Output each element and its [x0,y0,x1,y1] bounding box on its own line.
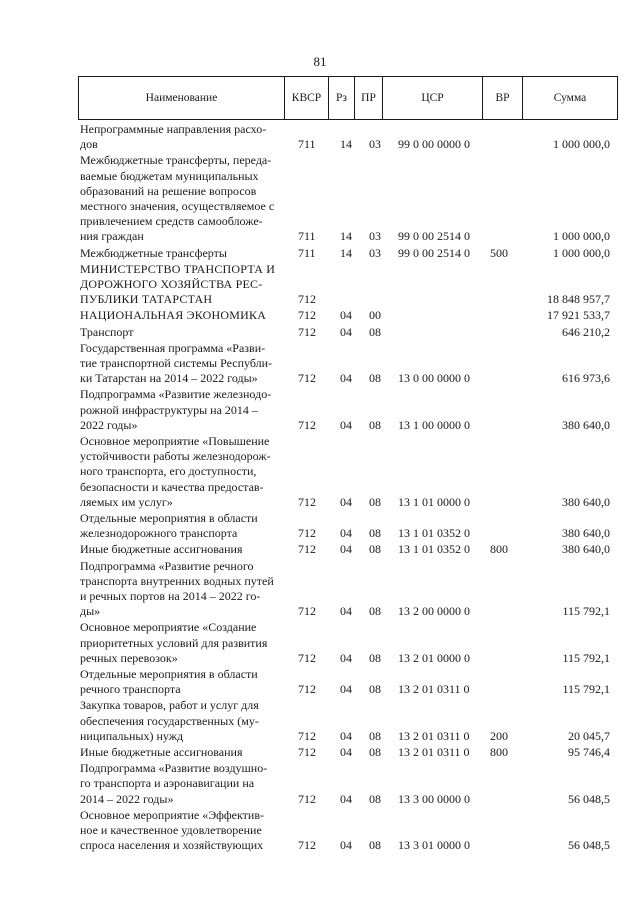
row-name-line: Межбюджетные трансферты [80,245,227,260]
row-kvsr: 712 [298,526,316,541]
row-name-line: рожной инфраструктуры на 2014 – [80,402,258,417]
table-row [0,698,640,744]
row-name-line: Отдельные мероприятия в области [80,667,258,681]
row-sum: 1 000 000,0 [553,229,610,244]
row-name [80,325,284,340]
row-name [80,542,284,557]
row-pr: 08 [369,324,381,339]
row-sum: 380 640,0 [562,494,610,509]
header-kvsr: КВСР [285,77,329,119]
row-rz: 04 [340,650,352,665]
row-name-line: Подпрограмма «Развитие речного [80,558,254,573]
row-name-line: речных перевозок» [80,650,178,665]
table-row [0,325,640,340]
row-vr: 200 [490,728,508,743]
row-name [80,667,284,697]
row-csr: 13 1 00 0000 0 [398,417,470,432]
table-row [0,387,640,433]
row-name-line: безопасности и качества предостав- [80,479,264,494]
row-sum: 115 792,1 [562,650,610,665]
row-csr: 13 1 01 0000 0 [398,494,470,509]
row-name-line: го транспорта и аэронавигации на [80,776,255,791]
row-rz: 04 [340,417,352,432]
header-vr: ВР [483,77,523,119]
header-rz: Рз [329,77,355,119]
row-name-line: обеспечения государственных (му- [80,713,259,728]
row-name-line: приоритетных условий для развития [80,635,268,650]
table-row [0,559,640,620]
row-rz: 04 [340,542,352,557]
row-name-line: ды» [80,604,101,619]
row-rz: 04 [340,728,352,743]
table-row [0,761,640,807]
row-csr: 13 2 01 0311 0 [398,728,470,743]
row-name-line: ПУБЛИКИ ТАТАРСТАН [80,292,213,307]
row-kvsr: 711 [298,229,316,244]
row-kvsr: 712 [298,838,316,853]
row-kvsr: 712 [298,417,316,432]
row-pr: 08 [369,371,381,386]
row-rz: 04 [340,526,352,541]
row-pr: 08 [369,494,381,509]
row-name [80,341,284,387]
row-pr: 08 [369,650,381,665]
row-name-line: транспорта внутренних водных путей [80,573,274,588]
table-row [0,262,640,308]
row-vr: 800 [490,542,508,557]
row-pr: 08 [369,682,381,697]
row-rz: 04 [340,494,352,509]
row-name-line: 2014 – 2022 годы» [80,791,174,806]
row-name-line: Основное мероприятие «Создание [80,620,257,635]
row-rz: 04 [340,791,352,806]
row-name-line: НАЦИОНАЛЬНАЯ ЭКОНОМИКА [80,308,267,323]
row-name-line: ДОРОЖНОГО ХОЗЯЙСТВА РЕС- [80,277,263,291]
row-name [80,308,284,323]
row-kvsr: 712 [298,371,316,386]
table-row [0,667,640,697]
row-csr: 13 2 00 0000 0 [398,604,470,619]
row-csr: 13 2 01 0311 0 [398,744,470,759]
row-sum: 1 000 000,0 [553,245,610,260]
row-sum: 1 000 000,0 [553,137,610,152]
table-row [0,620,640,666]
row-name-line: Государственная программа «Разви- [80,340,266,355]
row-csr: 13 3 00 0000 0 [398,791,470,806]
row-name-line: Подпрограмма «Развитие железнодо- [80,387,272,402]
row-name-line: дов [80,137,98,152]
row-sum: 20 045,7 [568,728,610,743]
row-sum: 380 640,0 [562,526,610,541]
row-name [80,153,284,244]
row-sum: 380 640,0 [562,417,610,432]
row-rz: 14 [340,229,352,244]
row-name-line: ния граждан [80,229,144,244]
row-pr: 08 [369,542,381,557]
row-name-line: тие транспортной системы Республи- [80,356,273,370]
row-csr: 99 0 00 2514 0 [398,229,470,244]
row-pr: 03 [369,229,381,244]
row-name-line: Основное мероприятие «Эффектив- [80,807,264,822]
row-rz: 04 [340,324,352,339]
row-name [80,122,284,152]
header-csr: ЦСР [383,77,483,119]
row-name-line: Иные бюджетные ассигнования [80,745,243,759]
row-rz: 04 [340,604,352,619]
row-name-line: ваемые бюджетам муниципальных [80,168,259,183]
row-pr: 08 [369,604,381,619]
row-name [80,434,284,510]
row-kvsr: 712 [298,650,316,665]
row-csr: 13 1 01 0352 0 [398,542,470,557]
row-csr: 13 0 00 0000 0 [398,371,470,386]
row-pr: 08 [369,791,381,806]
row-kvsr: 712 [298,744,316,759]
row-sum: 616 973,6 [562,371,610,386]
row-sum: 17 921 533,7 [547,308,610,323]
row-rz: 14 [340,245,352,260]
table-header [78,76,618,120]
row-sum: 95 746,4 [568,744,610,759]
row-name-line: ки Татарстан на 2014 – 2022 годы» [80,371,258,386]
row-name [80,387,284,433]
row-kvsr: 711 [298,245,316,260]
table-row [0,341,640,387]
row-name [80,559,284,620]
row-pr: 00 [369,308,381,323]
table-row [0,153,640,244]
table-row [0,745,640,760]
row-sum: 646 210,2 [562,324,610,339]
row-name-line: 2022 годы» [80,417,138,432]
row-name [80,745,284,760]
row-name-line: ниципальных) нужд [80,728,184,743]
row-name [80,246,284,261]
table-row [0,434,640,510]
row-sum: 18 848 957,7 [547,292,610,307]
row-kvsr: 712 [298,791,316,806]
row-csr: 13 2 01 0311 0 [398,682,470,697]
row-rz: 04 [340,682,352,697]
row-csr: 99 0 00 2514 0 [398,245,470,260]
row-rz: 04 [340,744,352,759]
table-row [0,511,640,541]
row-kvsr: 712 [298,292,316,307]
row-rz: 04 [340,838,352,853]
header-pr: ПР [355,77,383,119]
row-vr: 500 [490,245,508,260]
table-row [0,246,640,261]
row-csr: 13 3 01 0000 0 [398,838,470,853]
row-rz: 04 [340,371,352,386]
row-pr: 03 [369,137,381,152]
row-name [80,620,284,666]
table-row [0,308,640,323]
row-kvsr: 711 [298,137,316,152]
row-name [80,698,284,744]
row-name-line: Межбюджетные трансферты, переда- [80,153,272,168]
row-sum: 56 048,5 [568,791,610,806]
row-name-line: речного транспорта [80,682,181,697]
row-sum: 56 048,5 [568,838,610,853]
header-name: Наименование [79,77,285,119]
row-name-line: Иные бюджетные ассигнования [80,542,243,557]
table-row [0,808,640,854]
row-name-line: Транспорт [80,324,134,339]
row-csr: 99 0 00 0000 0 [398,137,470,152]
row-kvsr: 712 [298,324,316,339]
row-name-line: устойчивости работы железнодорож- [80,449,271,464]
row-sum: 380 640,0 [562,542,610,557]
row-name-line: ного транспорта, его доступности, [80,464,257,479]
row-name-line: МИНИСТЕРСТВО ТРАНСПОРТА И [80,261,276,276]
row-name-line: местного значения, осуществляемое с [80,199,275,213]
row-kvsr: 712 [298,542,316,557]
table-row [0,542,640,557]
row-name [80,511,284,541]
row-pr: 08 [369,417,381,432]
row-name-line: спроса населения и хозяйствующих [80,838,264,853]
row-vr: 800 [490,744,508,759]
row-kvsr: 712 [298,308,316,323]
table-row [0,122,640,152]
row-name [80,808,284,854]
row-name-line: железнодорожного транспорта [80,526,238,541]
row-name-line: Непрограммные направления расхо- [80,122,267,136]
row-pr: 08 [369,728,381,743]
row-kvsr: 712 [298,682,316,697]
row-name-line: ляемых им услуг» [80,494,173,509]
row-kvsr: 712 [298,494,316,509]
row-rz: 14 [340,137,352,152]
header-sum: Сумма [553,92,587,104]
row-name-line: Отдельные мероприятия в области [80,511,258,525]
row-kvsr: 712 [298,728,316,743]
row-name [80,262,284,308]
row-name-line: привлечением средств самообложе- [80,214,263,229]
row-name [80,761,284,807]
row-name-line: Основное мероприятие «Повышение [80,434,270,448]
row-name-line: ное и качественное удовлетворение [80,823,262,837]
row-csr: 13 1 01 0352 0 [398,526,470,541]
row-sum: 115 792,1 [562,682,610,697]
row-csr: 13 2 01 0000 0 [398,650,470,665]
row-name-line: образований на решение вопросов [80,183,257,198]
row-pr: 03 [369,245,381,260]
row-pr: 08 [369,838,381,853]
row-pr: 08 [369,526,381,541]
row-name-line: Закупка товаров, работ и услуг для [80,698,259,713]
page-number: 81 [313,54,327,69]
row-name-line: и речных портов на 2014 – 2022 го- [80,589,261,603]
row-rz: 04 [340,308,352,323]
row-sum: 115 792,1 [562,604,610,619]
row-pr: 08 [369,744,381,759]
row-kvsr: 712 [298,604,316,619]
row-name-line: Подпрограмма «Развитие воздушно- [80,761,268,776]
